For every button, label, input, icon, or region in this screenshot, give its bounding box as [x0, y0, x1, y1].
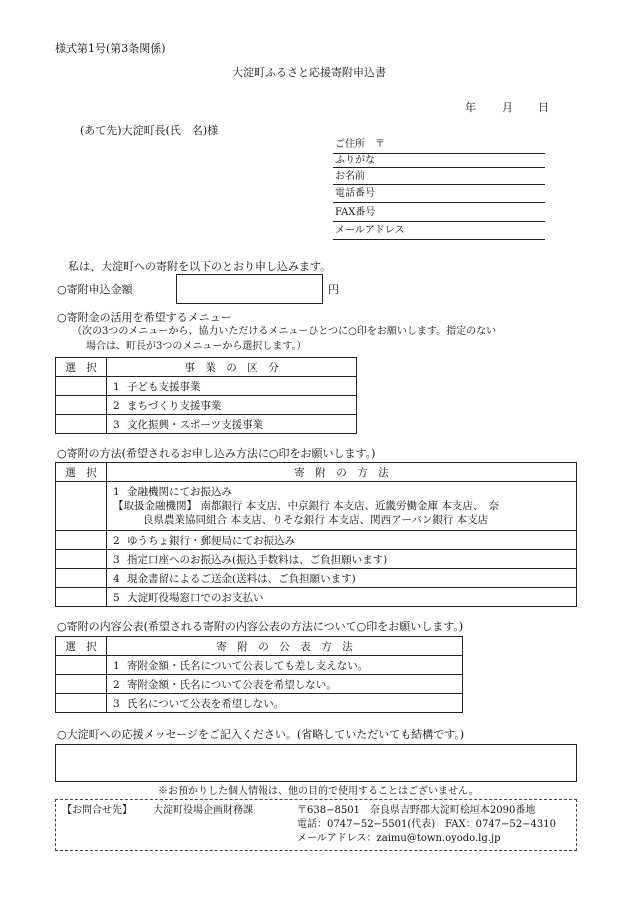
method-select-cell-1[interactable] [56, 482, 107, 531]
method-row-num: 1 [113, 486, 120, 498]
method-row-num: 2 [113, 534, 120, 547]
method-row [56, 482, 577, 531]
address-label: ご住所 〒 [335, 139, 385, 150]
menu-row [56, 377, 357, 396]
method-row-num: 5 [113, 591, 120, 604]
banks-line-2: 良県農業協同組合 本支店、りそな銀行 本支店、関西アーバン銀行 本支店 [143, 514, 489, 526]
address-field[interactable] [333, 153, 545, 154]
method-col-select: 選 択 [56, 463, 107, 482]
phone-field[interactable] [333, 202, 545, 203]
banks-label: 【取扱金融機関】 [113, 500, 197, 512]
method-heading: ○寄附の方法(希望されるお申し込み方法に○印をお願いします。) [57, 447, 376, 460]
amount-input[interactable] [176, 274, 323, 304]
publish-row [56, 694, 463, 713]
date-month[interactable]: 月 [502, 101, 513, 114]
fax-label: FAX番号 [335, 207, 376, 218]
date-year[interactable]: 年 [465, 101, 476, 114]
method-col-item: 寄 附 の 方 法 [107, 463, 577, 482]
form-number: 様式第1号(第3条関係) [55, 42, 166, 55]
method-row-num: 3 [113, 553, 120, 566]
menu-table [55, 357, 357, 434]
method-row-text: 現金書留によるご送金(送料は、ご負担願います) [127, 572, 356, 585]
method-row [56, 550, 577, 569]
email-field[interactable] [333, 239, 545, 240]
menu-row [56, 396, 357, 415]
name-label: お名前 [335, 171, 365, 182]
amount-label: ○寄附申込金額 [57, 283, 133, 296]
fax-field[interactable] [333, 221, 545, 222]
menu-table-header [56, 358, 357, 377]
publish-row-text: 寄附金額・氏名について公表しても差し支えない。 [127, 659, 369, 672]
method-table [55, 462, 577, 607]
menu-select-cell-2[interactable] [56, 396, 107, 415]
menu-col-select: 選 択 [56, 358, 107, 377]
menu-row-text: 子ども支援事業 [127, 380, 201, 393]
contact-box [55, 799, 577, 851]
publish-row-num: 2 [113, 678, 120, 691]
method-select-cell-2[interactable] [56, 531, 107, 550]
publish-select-cell-1[interactable] [56, 656, 107, 675]
publish-col-select: 選 択 [56, 637, 107, 656]
publish-select-cell-2[interactable] [56, 675, 107, 694]
publish-heading: ○寄附の内容公表(希望される寄附の内容公表の方法について○印をお願いします。) [57, 620, 464, 633]
message-heading: ○大淀町への応援メッセージをご記入ください。(省略していただいても結構です。) [57, 728, 465, 741]
amount-unit: 円 [328, 283, 339, 296]
name-field[interactable] [333, 184, 545, 185]
contact-phone: 電話：0747−52−5501(代表) FAX：0747−52−4310 [297, 819, 556, 830]
addressee: (あて先)大淀町長(氏 名)様 [80, 124, 219, 137]
menu-row [56, 415, 357, 434]
menu-row-num: 1 [113, 380, 120, 393]
contact-dept: 大淀町役場企画財務課 [153, 805, 253, 816]
method-row [56, 588, 577, 607]
publish-table-header [56, 637, 463, 656]
menu-row-num: 2 [113, 399, 120, 412]
publish-row [56, 675, 463, 694]
publish-col-item: 寄 附 の 公 表 方 法 [107, 637, 463, 656]
phone-label: 電話番号 [335, 188, 375, 199]
contact-email: メールアドレス：zaimu@town.oyodo.lg.jp [297, 833, 501, 844]
menu-row-text: 文化振興・スポーツ支援事業 [127, 418, 264, 431]
method-row-num: 4 [113, 572, 120, 585]
publish-row-num: 1 [113, 659, 120, 672]
publish-table [55, 636, 463, 713]
menu-row-text: まちづくり支援事業 [127, 399, 222, 412]
menu-select-cell-1[interactable] [56, 377, 107, 396]
method-row-text: 指定口座へのお振込み(振込手数料は、ご負担願います) [127, 553, 388, 566]
privacy-note: ※お預かりした個人情報は、他の目的で使用することはございません。 [158, 786, 479, 797]
menu-heading: ○寄附金の活用を希望するメニュー [57, 311, 232, 324]
publish-row [56, 656, 463, 675]
publish-row-num: 3 [113, 697, 120, 710]
method-row [56, 569, 577, 588]
method-row [56, 531, 577, 550]
method-select-cell-5[interactable] [56, 588, 107, 607]
publish-row-text: 氏名について公表を希望しない。 [127, 697, 285, 710]
intro-text: 私は、大淀町への寄附を以下のとおり申し込みます。 [68, 260, 332, 273]
menu-note-2: 場合は、町長が3つのメニューから選択します。） [86, 341, 307, 352]
menu-col-item: 事 業 の 区 分 [107, 358, 357, 377]
method-select-cell-4[interactable] [56, 569, 107, 588]
method-row-text: 大淀町役場窓口でのお支払い [127, 591, 264, 604]
form-title: 大淀町ふるさと応援寄附申込書 [232, 66, 386, 79]
menu-select-cell-3[interactable] [56, 415, 107, 434]
publish-select-cell-3[interactable] [56, 694, 107, 713]
furigana-field[interactable] [333, 167, 545, 168]
method-table-header [56, 463, 577, 482]
method-row-text: ゆうちょ銀行・郵便局にてお振込み [127, 534, 295, 547]
method-select-cell-3[interactable] [56, 550, 107, 569]
message-input[interactable] [55, 744, 577, 782]
contact-label: 【お問合せ先】 [62, 805, 132, 816]
menu-row-num: 3 [113, 418, 120, 431]
publish-row-text: 寄附金額・氏名について公表を希望しない。 [127, 678, 337, 691]
banks-line-1: 南都銀行 本支店、中京銀行 本支店、近畿労働金庫 本支店、 奈 [200, 500, 500, 512]
email-label: メールアドレス [335, 225, 405, 236]
method-row-text: 金融機関にてお振込み [127, 486, 232, 498]
date-day[interactable]: 日 [538, 101, 549, 114]
furigana-label: ふりがな [335, 155, 375, 166]
contact-address: 〒638−8501 奈良県吉野郡大淀町桧垣本2090番地 [297, 805, 536, 816]
menu-note-1: （次の3つのメニューから、協力いただけるメニューひとつに○印をお願いします。指定のない [72, 326, 497, 337]
